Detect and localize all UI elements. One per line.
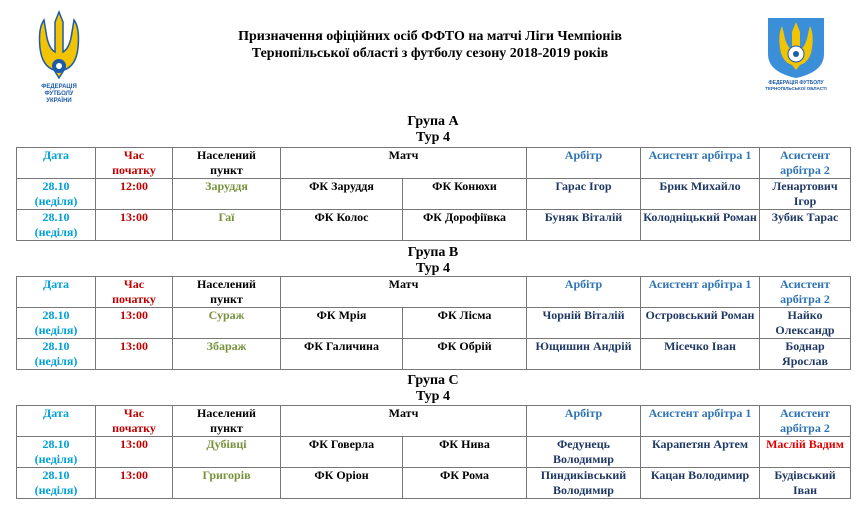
table-row: [17, 308, 851, 339]
away-team: ФК Дорофіївка: [403, 210, 527, 241]
match-time: 12:00: [96, 179, 173, 210]
referee: Пиндиківський Володимир: [527, 468, 641, 499]
header-line-2: Тернопільської області з футболу сезону 2018-2019 років: [251, 46, 609, 61]
assistant-2: Маслій Вадим: [760, 437, 851, 468]
table-header-row: [17, 277, 851, 308]
assistant-1: Місечко Іван: [641, 339, 760, 370]
assistant-1: Островський Роман: [641, 308, 760, 339]
home-team: ФК Говерла: [281, 437, 403, 468]
assistant-1: Кацан Володимир: [641, 468, 760, 499]
col-assistant1-header: Асистент арбітра 1: [641, 277, 760, 308]
group-c-round: Тур 4: [416, 389, 450, 404]
header-line-1: Призначення офіційних осіб ФФТО на матчі Ліги Чемпіонів: [238, 29, 622, 44]
assistant-1: Колодніцький Роман: [641, 210, 760, 241]
referee: Чорній Віталій: [527, 308, 641, 339]
col-match-header: Матч: [281, 148, 527, 179]
ffto-logo-text-1: ФЕДЕРАЦІЯ ФУТБОЛУ: [768, 80, 824, 86]
away-team: ФК Рома: [403, 468, 527, 499]
match-date: 28.10 (неділя): [17, 339, 96, 370]
group-b-round: Тур 4: [416, 261, 450, 276]
home-team: ФК Заруддя: [281, 179, 403, 210]
match-place: Заруддя: [173, 179, 281, 210]
match-date: 28.10 (неділя): [17, 210, 96, 241]
ffu-logo-text-3: УКРАЇНИ: [46, 98, 72, 104]
match-date: 28.10 (неділя): [17, 179, 96, 210]
col-match-header: Матч: [281, 406, 527, 437]
group-b-name: Група В: [407, 245, 459, 260]
ukraine-trident-logo-icon: [30, 8, 88, 108]
ffto-logo-text-2: ТЕРНОПІЛЬСЬКОЇ ОБЛАСТІ: [765, 86, 827, 91]
col-assistant1-header: Асистент арбітра 1: [641, 148, 760, 179]
col-assistant1-header: Асистент арбітра 1: [641, 406, 760, 437]
col-referee-header: Арбітр: [527, 406, 641, 437]
match-time: 13:00: [96, 468, 173, 499]
referee: Буняк Віталій: [527, 210, 641, 241]
col-date-header: Дата: [17, 406, 96, 437]
match-time: 13:00: [96, 437, 173, 468]
ffu-logo-text-1: ФЕДЕРАЦІЯ: [41, 84, 77, 90]
table-header-row: [17, 406, 851, 437]
group-b-title: [16, 245, 850, 277]
group-a-name: Група А: [407, 114, 459, 129]
assistant-1: Брик Михайло: [641, 179, 760, 210]
group-b-table: [16, 276, 851, 370]
col-date-header: Дата: [17, 148, 96, 179]
group-c-title: [16, 373, 850, 405]
col-place-header: Населений пункт: [173, 148, 281, 179]
table-row: [17, 210, 851, 241]
col-assistant2-header: Асистент арбітра 2: [760, 277, 851, 308]
group-a-table: [16, 147, 851, 241]
home-team: ФК Колос: [281, 210, 403, 241]
match-place: Збараж: [173, 339, 281, 370]
table-header-row: [17, 148, 851, 179]
match-time: 13:00: [96, 210, 173, 241]
ffu-logo: [30, 8, 88, 108]
document-header: [110, 28, 750, 62]
col-match-header: Матч: [281, 277, 527, 308]
group-c-name: Група С: [407, 373, 459, 388]
assistant-1: Карапетян Артем: [641, 437, 760, 468]
match-date: 28.10 (неділя): [17, 437, 96, 468]
group-a-title: [16, 114, 850, 146]
match-place: Гаї: [173, 210, 281, 241]
assistant-2: Зубик Тарас: [760, 210, 851, 241]
assistant-2: Ленартович Ігор: [760, 179, 851, 210]
match-place: Сураж: [173, 308, 281, 339]
col-time-header: Час початку: [96, 277, 173, 308]
ternopil-football-federation-logo-icon: [760, 10, 832, 92]
table-row: [17, 339, 851, 370]
away-team: ФК Нива: [403, 437, 527, 468]
away-team: ФК Лісма: [403, 308, 527, 339]
col-referee-header: Арбітр: [527, 277, 641, 308]
referee: Гарас Ігор: [527, 179, 641, 210]
assistant-2: Найко Олександр: [760, 308, 851, 339]
ffu-logo-text-2: ФУТБОЛУ: [44, 91, 74, 97]
col-time-header: Час початку: [96, 406, 173, 437]
away-team: ФК Обрій: [403, 339, 527, 370]
col-time-header: Час початку: [96, 148, 173, 179]
col-date-header: Дата: [17, 277, 96, 308]
group-c-table: [16, 405, 851, 499]
home-team: ФК Оріон: [281, 468, 403, 499]
col-assistant2-header: Асистент арбітра 2: [760, 148, 851, 179]
assistant-2: Боднар Ярослав: [760, 339, 851, 370]
referee: Ющишин Андрій: [527, 339, 641, 370]
away-team: ФК Конюхи: [403, 179, 527, 210]
col-place-header: Населений пункт: [173, 277, 281, 308]
group-a-round: Тур 4: [416, 130, 450, 145]
match-place: Дубівці: [173, 437, 281, 468]
table-row: [17, 468, 851, 499]
home-team: ФК Галичина: [281, 339, 403, 370]
match-date: 28.10 (неділя): [17, 308, 96, 339]
home-team: ФК Мрія: [281, 308, 403, 339]
match-time: 13:00: [96, 308, 173, 339]
match-place: Григорів: [173, 468, 281, 499]
assistant-2: Будівський Іван: [760, 468, 851, 499]
referee: Федунець Володимир: [527, 437, 641, 468]
col-place-header: Населений пункт: [173, 406, 281, 437]
match-date: 28.10 (неділя): [17, 468, 96, 499]
match-time: 13:00: [96, 339, 173, 370]
col-assistant2-header: Асистент арбітра 2: [760, 406, 851, 437]
ffto-logo: [760, 10, 832, 92]
table-row: [17, 437, 851, 468]
col-referee-header: Арбітр: [527, 148, 641, 179]
table-row: [17, 179, 851, 210]
